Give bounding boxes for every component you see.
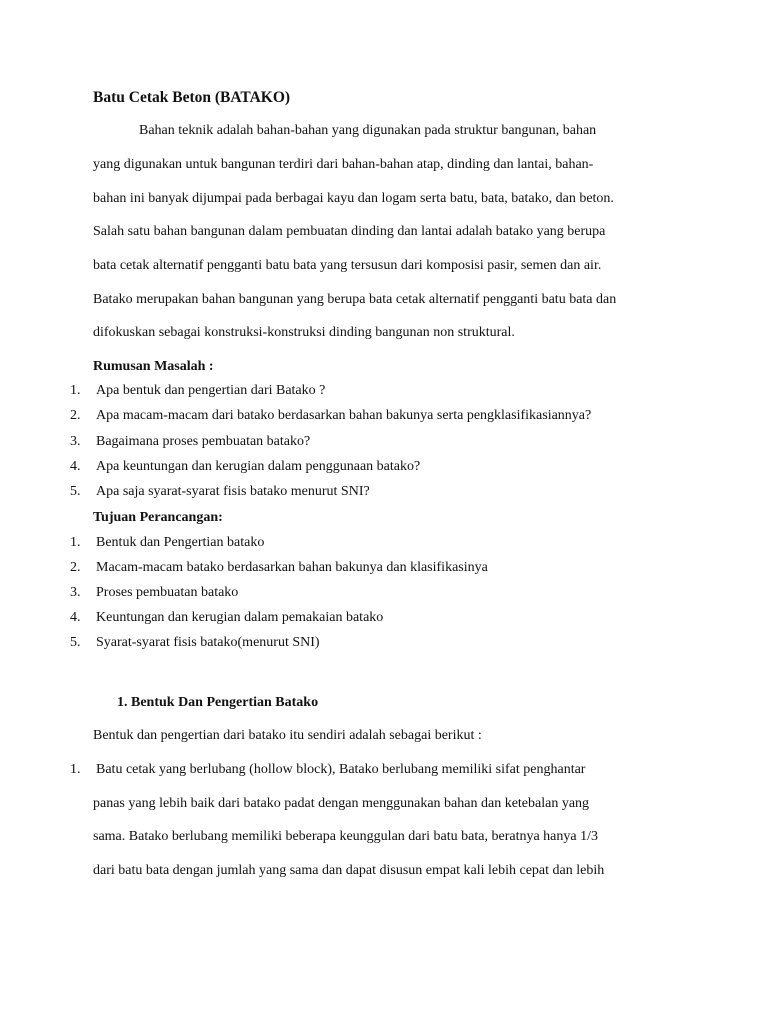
list-number: 1. bbox=[70, 762, 81, 777]
list-item: Syarat-syarat fisis batako(menurut SNI) bbox=[96, 635, 320, 650]
paragraph-line: panas yang lebih baik dari batako padat dengan menggunakan bahan dan ketebalan yang bbox=[93, 796, 590, 811]
paragraph-line: sama. Batako berlubang memiliki beberapa keunggulan dari batu bata, beratnya hanya 1/3 bbox=[93, 829, 598, 844]
list-item: Apa keuntungan dan kerugian dalam penggunaan batako? bbox=[96, 459, 421, 474]
intro-line: bata cetak alternatif pengganti batu bata yang tersusun dari komposisi pasir, semen dan air. bbox=[93, 258, 602, 273]
list-item: Apa macam-macam dari batako berdasarkan bahan bakunya serta pengklasifikasiannya? bbox=[96, 408, 592, 423]
list-number: 3. bbox=[70, 434, 81, 449]
paragraph-line: Batu cetak yang berlubang (hollow block), Batako berlubang memiliki sifat penghantar bbox=[96, 762, 586, 777]
list-item: Bentuk dan Pengertian batako bbox=[96, 535, 265, 550]
list-number: 2. bbox=[70, 560, 81, 575]
intro-line: yang digunakan untuk bangunan terdiri dari bahan-bahan atap, dinding dan lantai, bahan- bbox=[93, 157, 594, 172]
list-number: 4. bbox=[70, 610, 81, 625]
list-number: 2. bbox=[70, 408, 81, 423]
list-item: Macam-macam batako berdasarkan bahan bakunya dan klasifikasinya bbox=[96, 560, 488, 575]
list-item: Bagaimana proses pembuatan batako? bbox=[96, 434, 311, 449]
intro-line: bahan ini banyak dijumpai pada berbagai kayu dan logam serta batu, bata, batako, dan beton. bbox=[93, 191, 614, 206]
paragraph-line: dari batu bata dengan jumlah yang sama dan dapat disusun empat kali lebih cepat dan lebih bbox=[93, 863, 605, 878]
intro-line: Batako merupakan bahan bangunan yang berupa bata cetak alternatif pengganti batu bata dan bbox=[93, 292, 617, 307]
rumusan-heading: Rumusan Masalah : bbox=[93, 359, 214, 374]
list-item: Keuntungan dan kerugian dalam pemakaian batako bbox=[96, 610, 384, 625]
list-item: Proses pembuatan batako bbox=[96, 585, 239, 600]
list-number: 1. bbox=[70, 535, 81, 550]
intro-line: Salah satu bahan bangunan dalam pembuatan dinding dan lantai adalah batako yang berupa bbox=[93, 224, 606, 239]
section-intro: Bentuk dan pengertian dari batako itu sendiri adalah sebagai berikut : bbox=[93, 728, 482, 743]
section-heading: 1. Bentuk Dan Pengertian Batako bbox=[117, 695, 319, 710]
list-number: 4. bbox=[70, 459, 81, 474]
list-number: 1. bbox=[70, 383, 81, 398]
intro-line: difokuskan sebagai konstruksi-konstruksi dinding bangunan non struktural. bbox=[93, 325, 515, 340]
list-item: Apa saja syarat-syarat fisis batako menurut SNI? bbox=[96, 484, 370, 499]
list-number: 5. bbox=[70, 484, 81, 499]
list-number: 5. bbox=[70, 635, 81, 650]
list-item: Apa bentuk dan pengertian dari Batako ? bbox=[96, 383, 326, 398]
intro-line: Bahan teknik adalah bahan-bahan yang digunakan pada struktur bangunan, bahan bbox=[139, 123, 597, 138]
list-number: 3. bbox=[70, 585, 81, 600]
tujuan-heading: Tujuan Perancangan: bbox=[93, 510, 223, 525]
document-title: Batu Cetak Beton (BATAKO) bbox=[93, 89, 291, 106]
